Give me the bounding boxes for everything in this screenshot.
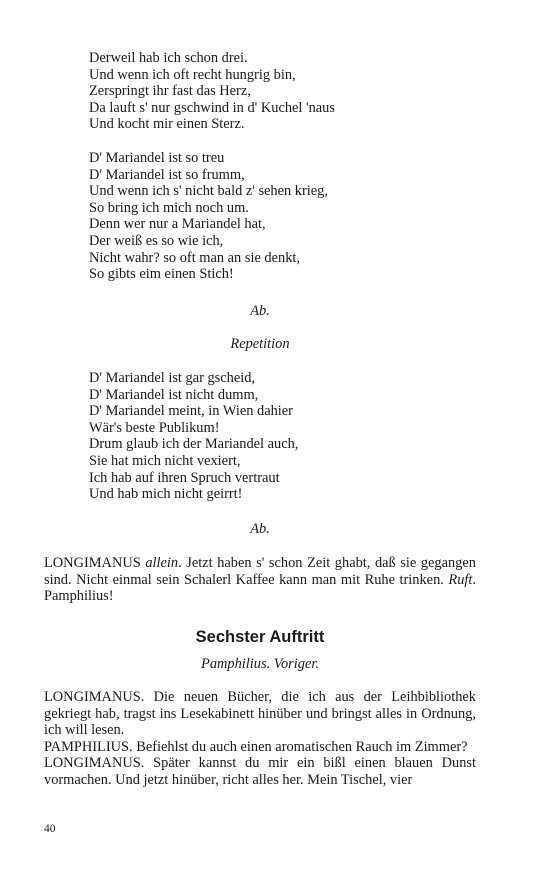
verse-line: Nicht wahr? so oft man an sie denkt,	[89, 249, 301, 266]
verse-line: Da lauft s' nur gschwind in d' Kuchel 'naus	[89, 99, 335, 116]
dialogue-line	[44, 755, 476, 788]
dialogue-line	[44, 689, 476, 739]
dialogue-block	[44, 689, 476, 789]
verse-line: Denn wer nur a Mariandel hat,	[89, 216, 266, 233]
speech-text: . Später kannst du mir ein bißl einen blauen Dunst vormachen. Und jetzt hinüber, richt alles her. Mein Tischel, vier	[44, 755, 476, 788]
stage-direction: Ruft	[448, 571, 473, 588]
speech-text: . Pamphilius!	[44, 571, 476, 605]
verse-line: Ich hab auf ihren Spruch vertraut	[89, 469, 280, 486]
verse-line: D' Mariandel ist so treu	[89, 150, 225, 166]
verse-line: Und hab mich nicht geirrt!	[89, 486, 243, 503]
verse-stanza-3	[89, 370, 298, 503]
scene-heading: Sechster Auftritt	[195, 628, 325, 646]
verse-stanza-1	[89, 50, 335, 133]
speech-text: . Jetzt haben s' schon Zeit ghabt, daß sie gegangen sind. Nicht einmal sein Schalerl Kaffee kann man mit Ruhe trinken.	[44, 555, 476, 588]
page-number: 40	[44, 823, 56, 835]
repetition-label: Repetition	[230, 336, 290, 352]
verse-line: Wär's beste Publikum!	[89, 419, 220, 436]
verse-line: Und wenn ich oft recht hungrig bin,	[89, 66, 296, 83]
verse-line: Derweil hab ich schon drei.	[89, 50, 248, 66]
speaker-name: LONGIMANUS	[44, 555, 141, 571]
scene-persons: Pamphilius. Voriger.	[201, 656, 319, 672]
verse-line: So bring ich mich noch um.	[89, 199, 249, 216]
verse-line: D' Mariandel ist nicht dumm,	[89, 386, 259, 403]
dialogue-line	[44, 739, 476, 756]
verse-line: D' Mariandel ist gar gscheid,	[89, 370, 256, 386]
stage-direction-exit: Ab.	[250, 521, 270, 537]
speech-text: . Befiehlst du auch einen aromatischen Rauch im Zimmer?	[129, 738, 468, 755]
speaker-name: LONGIMANUS	[44, 755, 141, 772]
verse-line: So gibts eim einen Stich!	[89, 266, 234, 283]
verse-line: Zerspringt ihr fast das Herz,	[89, 83, 251, 100]
speaker-name: PAMPHILIUS	[44, 738, 130, 755]
stage-direction: allein	[145, 555, 179, 571]
stage-direction-exit: Ab.	[250, 303, 270, 319]
speaker-name: LONGIMANUS	[44, 689, 141, 705]
speech-text: . Die neuen Bücher, die ich aus der Leihbibliothek gekriegt hab, tragst ins Lesekabinett hinüber und bringst alles in Ordnung, ich will lesen.	[44, 689, 476, 739]
verse-line: Drum glaub ich der Mariandel auch,	[89, 436, 299, 453]
verse-line: D' Mariandel meint, in Wien dahier	[89, 403, 293, 420]
verse-line: Der weiß es so wie ich,	[89, 232, 224, 249]
verse-line: Sie hat mich nicht vexiert,	[89, 452, 241, 469]
verse-stanza-2	[89, 150, 328, 283]
speech-longimanus	[44, 555, 476, 605]
verse-line: Und wenn ich s' nicht bald z' sehen krieg,	[89, 183, 328, 200]
verse-line: D' Mariandel ist so frumm,	[89, 166, 245, 183]
verse-line: Und kocht mir einen Sterz.	[89, 116, 245, 133]
